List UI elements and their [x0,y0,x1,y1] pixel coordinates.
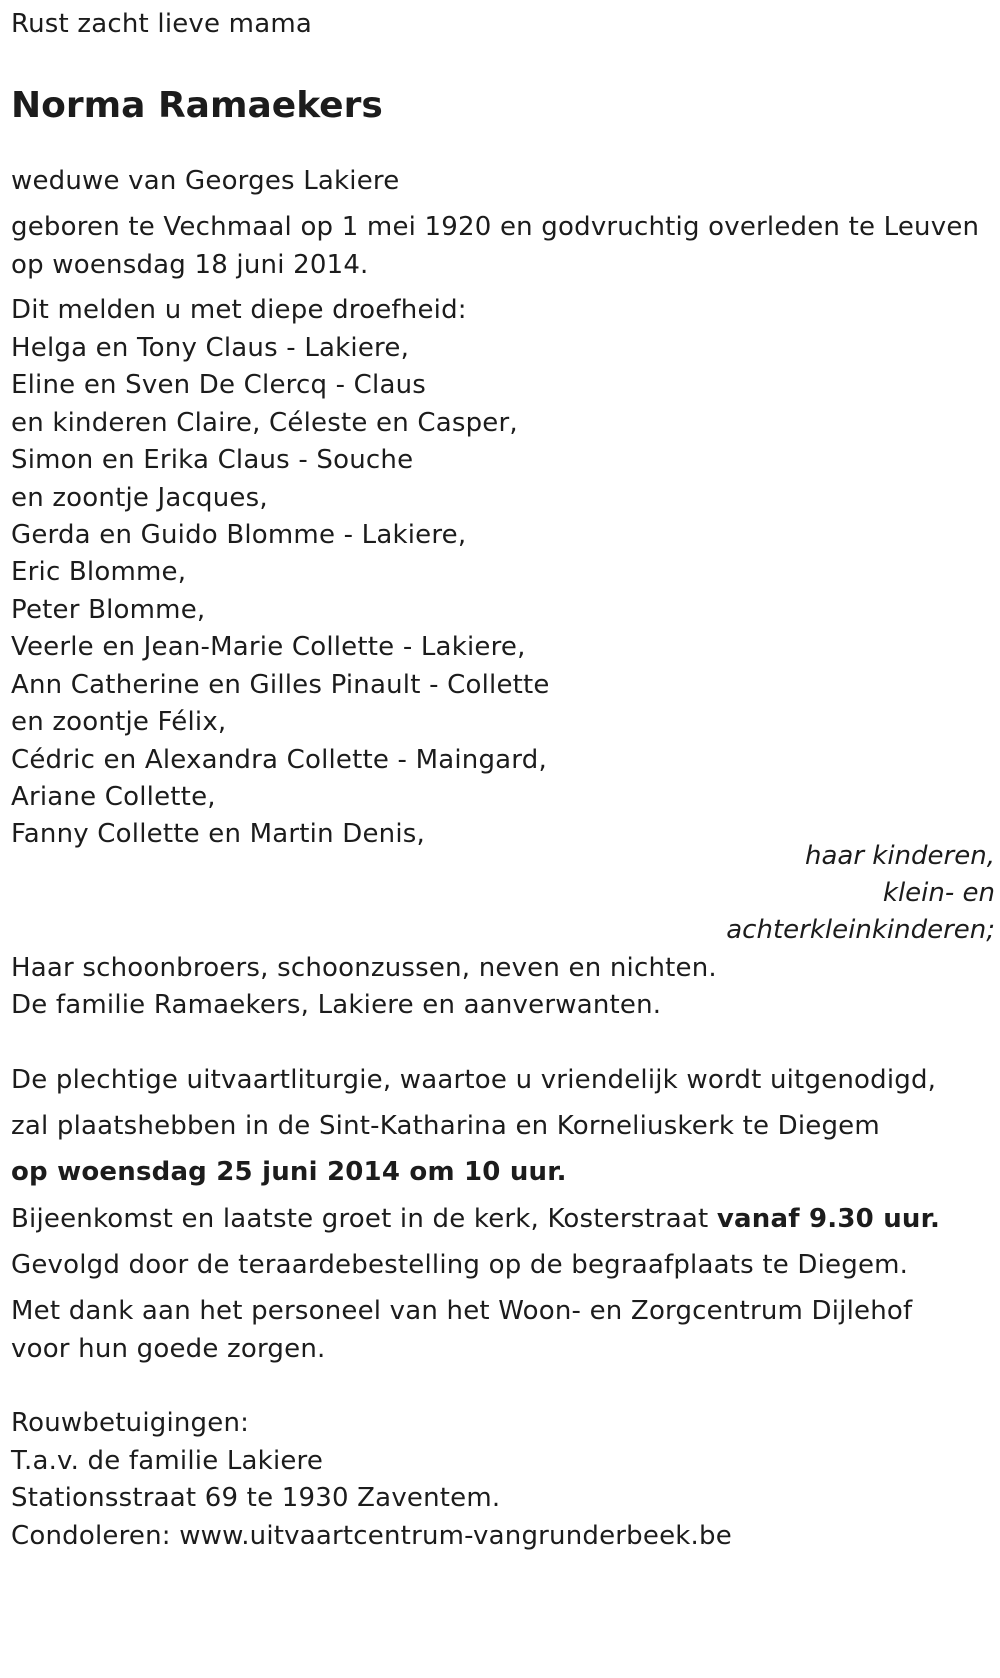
relation-line: haar kinderen, [805,841,995,871]
address-line: Stationsstraat 69 te 1930 Zaventem. [11,1483,501,1513]
ceremony-line-1: De plechtige uitvaartliturgie, waartoe u vriendelijk wordt uitgenodigd, [11,1065,937,1095]
family-line: Helga en Tony Claus - Lakiere, [11,333,410,363]
family-line: Ariane Collette, [11,782,216,812]
relation-line: achterkleinkinderen; [726,915,995,945]
widow-line: weduwe van Georges Lakiere [11,166,400,196]
thanks-line-1: Met dank aan het personeel van het Woon- en Zorgcentrum Dijlehof [11,1296,913,1326]
family-line: en zoontje Félix, [11,707,227,737]
condolences-heading: Rouwbetuigingen: [11,1408,250,1438]
extended-family-line: Haar schoonbroers, schoonzussen, neven en nichten. [11,953,717,983]
birth-death-line-2: op woensdag 18 juni 2014. [11,250,369,280]
family-line: Gerda en Guido Blomme - Lakiere, [11,520,467,550]
family-line: Veerle en Jean-Marie Collette - Lakiere, [11,632,526,662]
burial-line: Gevolgd door de teraardebestelling op de begraafplaats te Diegem. [11,1250,909,1280]
relation-line: klein- en [882,878,995,908]
family-line: en kinderen Claire, Céleste en Casper, [11,408,518,438]
family-line: Ann Catherine en Gilles Pinault - Collette [11,670,550,700]
website-link[interactable]: www.uitvaartcentrum-vangrunderbeek.be [179,1521,732,1551]
condolences-line [11,1520,732,1552]
family-line: Peter Blomme, [11,595,206,625]
ceremony-line-2: zal plaatshebben in de Sint-Katharina en Korneliuskerk te Diegem [11,1111,880,1141]
gathering-text: Bijeenkomst en laatste groet in de kerk, Kosterstraat [11,1204,717,1234]
gathering-time: vanaf 9.30 uur. [716,1204,941,1234]
family-line: en zoontje Jacques, [11,483,268,513]
family-line: Fanny Collette en Martin Denis, [11,819,425,849]
ceremony-date: op woensdag 25 juni 2014 om 10 uur. [11,1157,567,1187]
deceased-name: Norma Ramaekers [11,85,383,126]
family-line: Eric Blomme, [11,557,187,587]
family-line: Eline en Sven De Clercq - Claus [11,370,427,400]
family-line: Cédric en Alexandra Collette - Maingard, [11,745,547,775]
condolences-label: Condoleren: [11,1521,180,1551]
birth-death-line-1: geboren te Vechmaal op 1 mei 1920 en godvruchtig overleden te Leuven [11,212,980,242]
announcers-intro: Dit melden u met diepe droefheid: [11,295,467,325]
attention-line: T.a.v. de familie Lakiere [11,1446,324,1476]
gathering-line [11,1203,940,1235]
family-line: Simon en Erika Claus - Souche [11,445,414,475]
extended-family-line: De familie Ramaekers, Lakiere en aanverwanten. [11,990,662,1020]
opening-line: Rust zacht lieve mama [11,9,313,39]
thanks-line-2: voor hun goede zorgen. [11,1334,326,1364]
